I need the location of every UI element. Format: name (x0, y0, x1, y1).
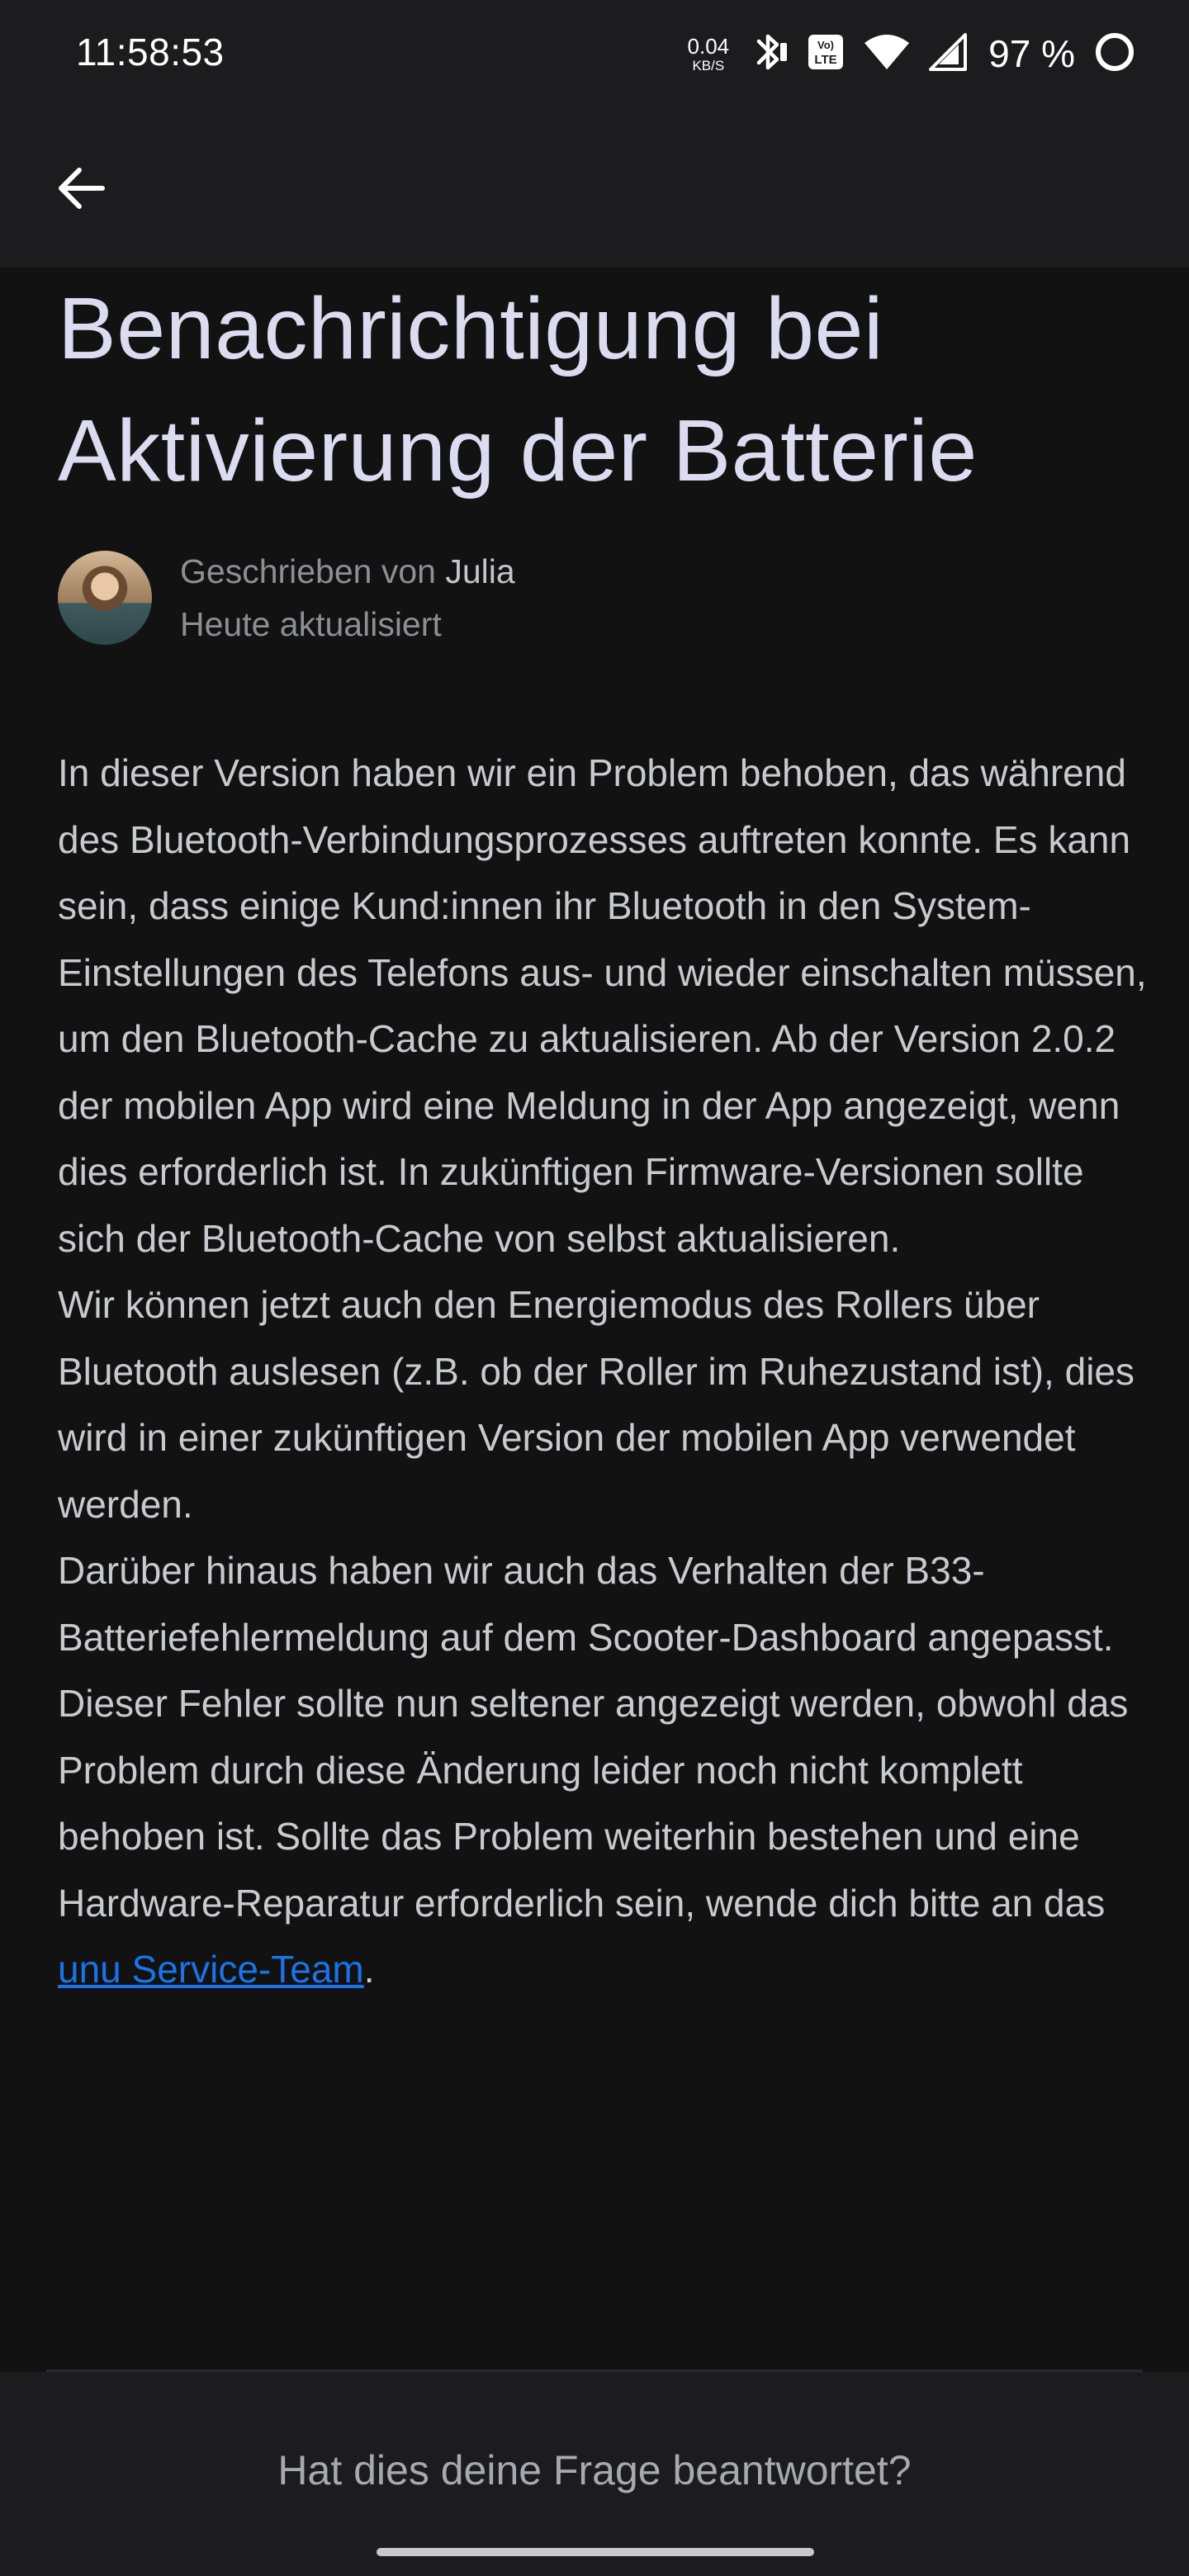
feedback-footer (0, 2372, 1189, 2576)
article-paragraph-1: In dieser Version haben wir ein Problem behoben, das während des Bluetooth-Verbindungsprozesses auftreten konnte. Es kann sein, dass einige Kund:innen ihr Bluetooth in den System-Einstellungen des Telefons aus- und wieder einschalten müssen, um den Bluetooth-Cache zu aktualisieren. Ab der Version 2.0.2 der mobilen App wird eine Meldung in der App angezeigt, wenn dies erforderlich ist. In zukünftigen Firmware-Versionen sollte sich der Bluetooth-Cache von selbst aktualisieren. (58, 751, 1147, 1260)
article-content (58, 268, 1147, 1991)
arrow-left-icon (56, 167, 106, 214)
wifi-icon (863, 33, 911, 75)
updated-label: Heute aktualisiert (180, 605, 442, 643)
battery-percent: 97 % (988, 32, 1075, 75)
app-bar (0, 107, 1189, 268)
svg-text:LTE: LTE (814, 52, 837, 67)
battery-ring-icon (1093, 31, 1136, 78)
author-avatar (58, 551, 152, 645)
signal-icon (929, 33, 967, 75)
status-icons (688, 25, 1136, 83)
network-speed-unit: KB/S (692, 57, 725, 73)
network-speed (687, 33, 730, 73)
article-paragraph-2: Wir können jetzt auch den Energiemodus des Rollers über Bluetooth auslesen (z.B. ob der Roller im Ruhezustand ist), dies wird in einer zukünftigen Version der mobilen App verwendet werden. (58, 1283, 1135, 1526)
author-prefix: Geschrieben von (180, 552, 446, 590)
article-paragraph-3 (58, 1537, 1156, 2003)
back-button[interactable] (46, 155, 116, 225)
article-body (58, 740, 1156, 2003)
bluetooth-icon (752, 30, 789, 78)
volte-icon (807, 33, 845, 75)
service-team-link[interactable]: unu Service-Team (58, 1948, 364, 1991)
paragraph-3-text: Darüber hinaus haben wir auch das Verhalten der B33-Batteriefehlermeldung auf dem Scooter-Dashboard angepasst. Dieser Fehler sollte nun seltener angezeigt werden, obwohl das Problem durch diese Änderung leider noch nicht komplett behoben ist. Sollte das Problem weiterhin bestehen und eine Hardware-Reparatur erforderlich sein, wende dich bitte an das (58, 1549, 1129, 1925)
home-indicator[interactable] (377, 2548, 814, 2556)
feedback-question: Hat dies deine Frage beantwortet? (277, 2447, 912, 2493)
author-line (180, 545, 515, 598)
author-info (58, 545, 515, 651)
paragraph-3-end: . (363, 1948, 375, 1991)
status-bar (0, 0, 1189, 107)
status-time: 11:58:53 (76, 31, 225, 73)
svg-text:Vo): Vo) (817, 38, 835, 51)
author-meta (180, 545, 515, 651)
article-title: Benachrichtigung bei Aktivierung der Batterie (58, 280, 978, 500)
network-speed-value: 0.04 (687, 33, 730, 59)
author-name: Julia (445, 552, 515, 590)
